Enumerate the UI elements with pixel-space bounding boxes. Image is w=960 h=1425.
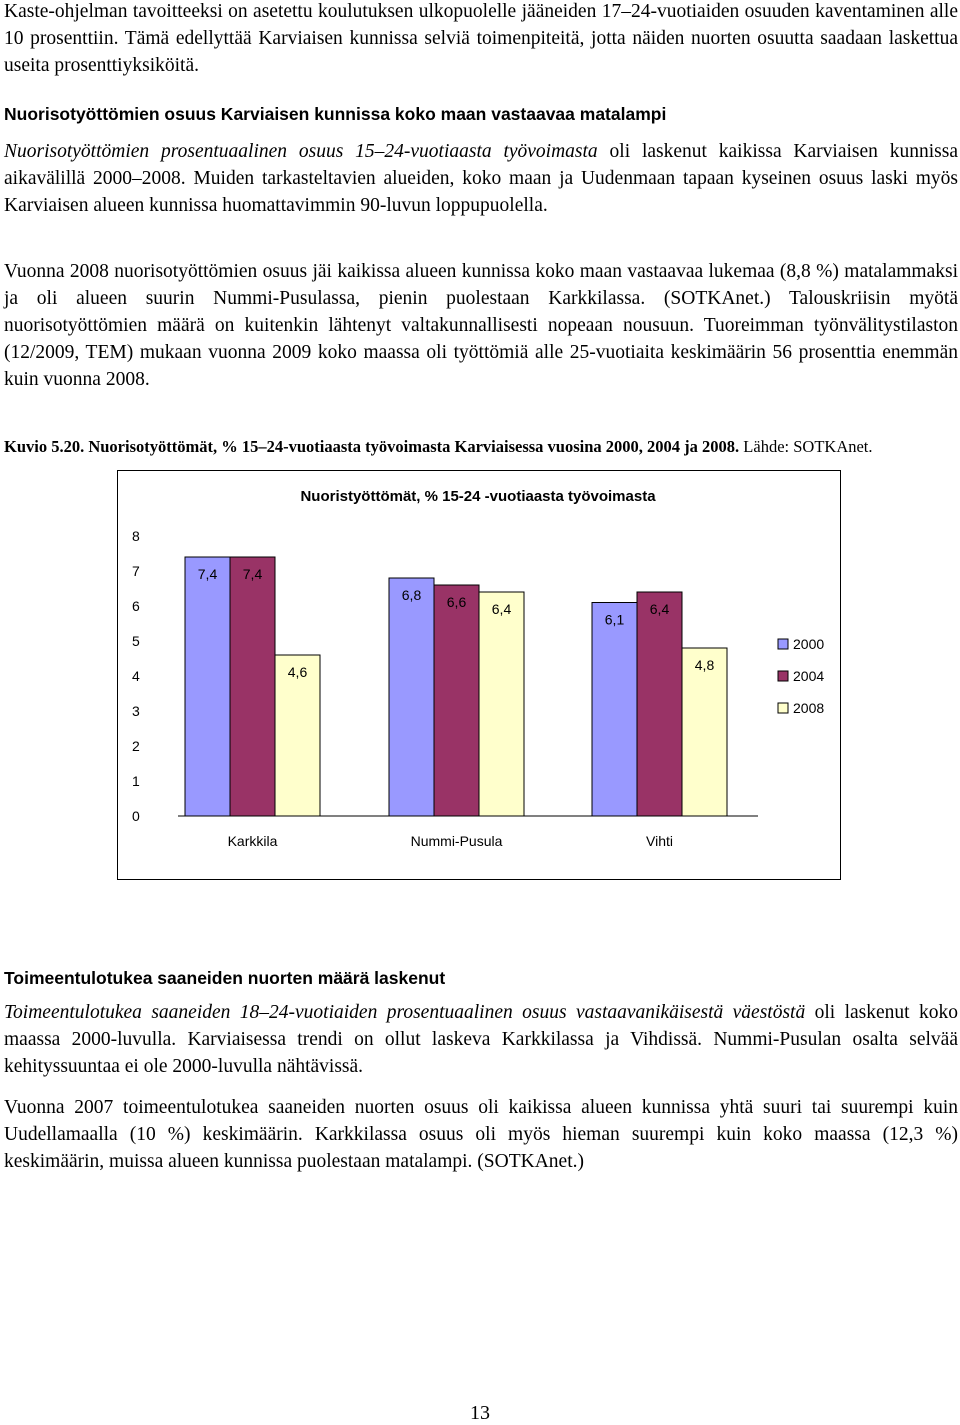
bar-value-label: 6,4 [649, 601, 670, 617]
legend-label: 2008 [793, 700, 825, 716]
legend-swatch-2004 [778, 671, 788, 681]
italic-term: Toimeentulotukea saaneiden 18–24-vuotiaiden prosentuaalinen osuus vastaavanikäisestä väestöstä [4, 1002, 806, 1023]
bar-value-label: 6,1 [604, 611, 625, 628]
bar-2008-2 [682, 648, 727, 816]
chart-canvas [118, 471, 842, 881]
bar-value-label: 6,4 [491, 601, 512, 617]
bar-2004-2 [637, 592, 682, 816]
section-heading-youth-unemployment: Nuorisotyöttömien osuus Karviaisen kunnissa koko maan vastaavaa matalampi [4, 104, 667, 124]
y-tick-label: 8 [132, 528, 140, 544]
italic-term: Nuorisotyöttömien prosentuaalinen osuus 15–24-vuotiaasta työvoimasta [4, 141, 598, 162]
bar-2008-1 [479, 592, 524, 816]
bar-value-label: 6,6 [446, 594, 467, 610]
legend-label: 2000 [793, 636, 825, 652]
caption-label: Kuvio 5.20. Nuorisotyöttömät, % 15–24-vuotiaasta työvoimasta Karviaisessa vuosina 2000, 2004 ja 2008. [4, 437, 740, 456]
category-label: Karkkila [227, 833, 278, 849]
bar-2004-1 [434, 585, 479, 816]
caption-source: Lähde: SOTKAnet. [739, 437, 873, 456]
chart-title: Nuoristyöttömät, % 15-24 -vuotiaasta työvoimasta [300, 488, 656, 505]
category-label: Nummi-Pusula [410, 833, 503, 849]
y-tick-label: 6 [132, 598, 140, 614]
intro-paragraph: Kaste-ohjelman tavoitteeksi on asetettu koulutuksen ulkopuolelle jääneiden 17–24-vuotiaiden osuuden kaventaminen alle 10 prosenttiin. Tämä edellyttää Karviaisen kunnissa selviä toimenpiteitä, jotta näiden nuorten osuutta saadaan laskettua useita prosenttiyksiköitä. [4, 1, 958, 76]
paragraph-income-support-2: Vuonna 2007 toimeentulotukea saaneiden nuorten osuus oli kaikissa alueen kunnissa yhtä suuri tai suurempi kuin Uudellamaalla (10 %) keskimäärin. Karkkilassa osuus oli myös hieman suurempi kuin koko maassa (12,3 %) keskimäärin, muissa alueen kunnissa puolestaan matalampi. (SOTKAnet.) [4, 1097, 958, 1172]
bar-chart [117, 470, 841, 880]
paragraph-text: oli laskenut kaikissa Karviaisen kunnissa aikavälillä 2000–2008. Muiden tarkasteltavien alueiden, koko maan ja Uudenmaan tapaan kyseinen osuus laski myös Karviaisen alueen kunnissa huomattavimmin 90-luvun loppupuolella. [4, 141, 958, 216]
bar-value-label: 7,4 [242, 566, 263, 582]
bar-2004-0 [230, 557, 275, 816]
y-axis-ticks [132, 528, 140, 824]
y-tick-label: 4 [132, 668, 140, 684]
bar-value-label: 4,8 [694, 657, 715, 673]
y-tick-label: 3 [132, 703, 140, 719]
bar-value-label: 6,8 [401, 587, 422, 603]
y-tick-label: 7 [132, 563, 140, 579]
y-tick-label: 1 [132, 773, 140, 789]
legend-label: 2004 [793, 668, 825, 684]
category-labels [228, 833, 673, 849]
category-label: Vihti [646, 833, 673, 849]
bar-value-label: 4,6 [287, 664, 308, 680]
bar-2000-2 [592, 603, 637, 817]
bar-value-label: 7,4 [197, 566, 218, 582]
bar-2000-1 [389, 578, 434, 816]
legend-swatch-2008 [778, 703, 788, 713]
chart-legend [778, 636, 824, 716]
paragraph-youth-unemployment-2: Vuonna 2008 nuorisotyöttömien osuus jäi kaikissa alueen kunnissa koko maan vastaavaa lukemaa (8,8 %) matalammaksi ja oli alueen suurin Nummi-Pusulassa, pienin puolestaan Karkkilassa. (SOTKAnet.) Talouskriisin myötä nuorisotyöttömien määrä on kuitenkin lähtenyt valtakunnallisesti nopeaan nousuun. Tuoreimman työnvälitystilaston (12/2009, TEM) mukaan vuonna 2009 koko maassa oli työttömiä alle 25-vuotiaita keskimäärin 56 prosenttia enemmän kuin vuonna 2008. [4, 261, 958, 390]
legend-swatch-2000 [778, 639, 788, 649]
page-number: 13 [470, 1402, 490, 1424]
section-heading-income-support: Toimeentulotukea saaneiden nuorten määrä laskenut [4, 968, 446, 988]
paragraph-youth-unemployment-1 [4, 138, 958, 219]
bar-2000-0 [185, 557, 230, 816]
y-tick-label: 0 [132, 808, 140, 824]
paragraph-income-support-1 [4, 999, 958, 1080]
y-tick-label: 2 [132, 738, 140, 754]
figure-caption [4, 436, 958, 458]
y-tick-label: 5 [132, 633, 140, 649]
paragraph-text: oli laskenut koko maassa 2000-luvulla. Karviaisessa trendi on ollut laskeva Karkkilassa ja Vihdissä. Nummi-Pusulan osalta selvää kehityssuuntaa ei ole 2000-luvulla nähtävissä. [4, 1002, 958, 1077]
